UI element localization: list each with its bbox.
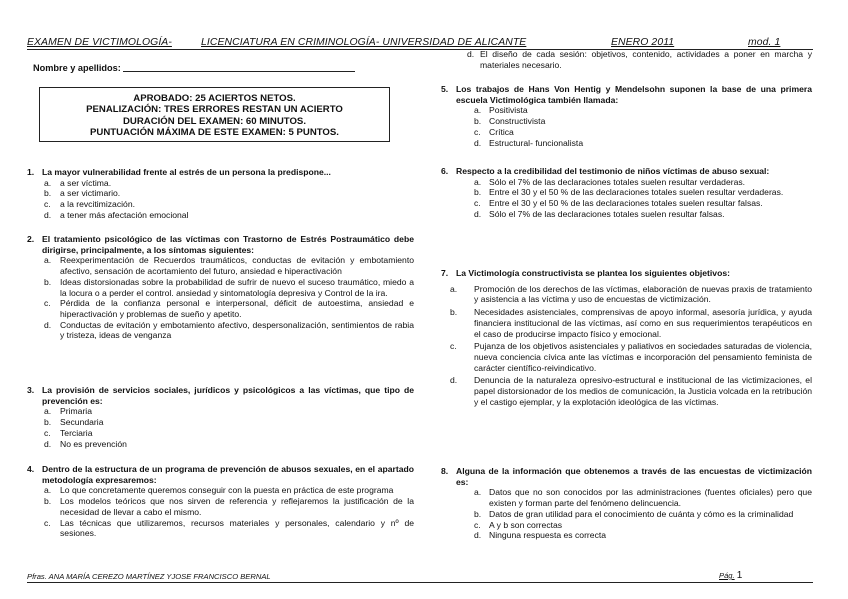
question-number: 1. <box>27 167 35 177</box>
option-letter: b. <box>450 307 458 318</box>
option[interactable] <box>27 485 414 496</box>
option-text: Conductas de evitación y embotamiento afectivo, despersonalización, sentimientos de rabia y tristeza, ideas de venganza <box>60 319 414 341</box>
option[interactable] <box>27 428 414 439</box>
option-text: a la revcitimización. <box>60 199 135 210</box>
option[interactable] <box>441 138 812 149</box>
question-number: 7. <box>441 268 449 278</box>
question-title: La mayor vulnerabilidad frente al estrés de un persona la predispone... <box>42 167 331 177</box>
option[interactable] <box>27 210 414 221</box>
rule-line: PENALIZACIÓN: TRES ERRORES RESTAN UN ACIERTO <box>86 104 343 116</box>
option[interactable] <box>27 406 414 417</box>
question-title: Los trabajos de Hans Von Hentig y Mendelsohn suponen la base de una primera escuela Victimológica también llamada: <box>456 84 812 105</box>
question-3 <box>27 385 414 449</box>
option-text: Lo que concretamente queremos conseguir con la puesta en práctica de este programa <box>60 485 394 496</box>
option-text: Datos que no son conocidos por las administraciones (fuentes oficiales) pero que existen y forman parte del fenómeno delincuencia. <box>489 487 812 509</box>
carryover-option <box>467 49 812 70</box>
name-line <box>123 71 355 72</box>
option-letter: a. <box>474 487 482 498</box>
question-number: 4. <box>27 464 35 474</box>
exam-date: ENERO 2011 <box>611 37 675 48</box>
option[interactable] <box>441 375 812 407</box>
option-letter: a. <box>474 176 482 187</box>
exam-rules-box <box>39 87 390 142</box>
question-7 <box>441 268 812 409</box>
professors-credit: Pfras. ANA MARÍA CEREZO MARTÍNEZ YJOSE FRANCISCO BERNAL <box>27 572 271 581</box>
option-text: Secundaria <box>60 417 104 428</box>
option[interactable] <box>441 520 812 531</box>
rule-line: DURACIÓN DEL EXAMEN: 60 MINUTOS. <box>122 115 306 127</box>
option-letter: b. <box>44 496 52 507</box>
question-2 <box>27 234 414 341</box>
question-number: 5. <box>441 84 449 94</box>
option[interactable] <box>27 439 414 450</box>
option-text: Entre el 30 y el 50 % de las declaraciones totales suelen resultar verdaderas. <box>489 187 784 198</box>
option-letter: a. <box>44 485 52 496</box>
option-text: Las técnicas que utilizaremos, recursos materiales y personales, calendario y nº de sesiones. <box>60 517 414 539</box>
question-title: Dentro de la estructura de un programa de prevención de abusos sexuales, en el apartado metodología expresaremos: <box>42 464 414 485</box>
option-text: A y b son correctas <box>489 519 563 530</box>
option-text: Reexperimentación de Recuerdos traumáticos, conductas de evitación y embotamiento afectivo, sensación de acortamiento del futuro, ansiedad e hiperactivación <box>60 255 414 277</box>
option[interactable] <box>441 487 812 508</box>
option[interactable] <box>27 255 414 276</box>
option-letter: b. <box>44 417 52 428</box>
option-text: a ser victimario. <box>60 188 121 199</box>
option[interactable] <box>441 341 812 373</box>
rule-line: PUNTUACIÓN MÁXIMA DE ESTE EXAMEN: 5 PUNTOS. <box>90 126 339 138</box>
option-text: Datos de gran utilidad para el conocimiento de cuánta y cómo es la criminalidad <box>489 508 794 519</box>
option-text: Primaria <box>60 406 92 417</box>
option[interactable] <box>27 298 414 319</box>
option[interactable] <box>27 518 414 539</box>
option[interactable] <box>27 496 414 517</box>
option-letter: b. <box>474 116 482 127</box>
degree-title: LICENCIATURA EN CRIMINOLOGÍA- UNIVERSIDAD DE ALICANTE <box>201 37 527 48</box>
option-text: Pujanza de los objetivos asistenciales y paliativos en sociedades saturadas de violencia, nueva conciencia cívica ante las víctimas e incorporación del pensamiento feminista de carácter científico-reivindicativo. <box>474 341 812 373</box>
option[interactable] <box>441 187 812 198</box>
option-letter: a. <box>44 406 52 417</box>
option-letter: b. <box>44 188 52 199</box>
option[interactable] <box>27 178 414 189</box>
option-letter: c. <box>44 298 51 309</box>
page-footer <box>27 570 813 583</box>
option-letter: d. <box>474 137 482 148</box>
question-number: 8. <box>441 466 449 476</box>
option-letter: a. <box>450 283 458 294</box>
option-text: Terciaria <box>60 427 93 438</box>
option-letter: c. <box>474 519 481 530</box>
exam-title: EXAMEN DE VICTIMOLOGÍA- <box>27 37 172 48</box>
option-text: Ninguna respuesta es correcta <box>489 530 607 541</box>
option-text: Pérdida de la confianza personal e interpersonal, déficit de autoestima, ansiedad e hiperactivación y problemas de sueño y apetito. <box>60 298 414 319</box>
option-text: Ideas distorsionadas sobre la probabilidad de sufrir de nuevo el suceso traumático, miedo a la locura o a perder el control. ansiedad y sintomatología depresiva y Control de la ira. <box>60 276 414 298</box>
rule-line: APROBADO: 25 ACIERTOS NETOS. <box>133 93 296 104</box>
option[interactable] <box>27 199 414 210</box>
option-text: Sólo el 7% de las declaraciones totales suelen resultar verdaderas. <box>489 176 746 187</box>
question-1 <box>27 167 414 221</box>
option-letter: d. <box>474 208 482 219</box>
option-text: Denuncia de la naturaleza opresivo-estructural e institucional de las victimizaciones, el papel distorsionador de los medios de comunicación, la Justicia volcada en la retribución y el castigo ejemplar, y la explotación ideológica de las víctimas. <box>474 375 812 407</box>
option-text: El diseño de cada sesión: objetivos, contenido, actividades a poner en marcha y materiales necesario. <box>480 49 812 70</box>
option[interactable] <box>441 177 812 188</box>
option[interactable] <box>441 284 812 305</box>
option-text: Los modelos teóricos que nos sirven de referencia y reflejaremos la justificación de la necesidad de llevar a cabo el mismo. <box>60 496 414 517</box>
option-letter: d. <box>450 375 458 386</box>
option-letter: d. <box>44 438 52 449</box>
option-letter: d. <box>44 209 52 220</box>
exam-model: mod. 1 <box>748 37 781 48</box>
option-text: Estructural- funcionalista <box>489 137 584 148</box>
option-text: Promoción de los derechos de las víctimas, elaboración de nuevas praxis de tratamiento y asistencia a las víctima y uso de encuestas de victimización. <box>474 283 812 305</box>
option[interactable] <box>441 116 812 127</box>
option-letter: d. <box>474 530 482 541</box>
option-text: Sólo el 7% de las declaraciones totales suelen resultar falsas. <box>489 208 725 219</box>
option-letter: c. <box>450 341 457 352</box>
option[interactable] <box>27 277 414 298</box>
option[interactable] <box>441 198 812 209</box>
option-text: No es prevención <box>60 438 127 449</box>
option[interactable] <box>27 188 414 199</box>
option-text: a ser víctima. <box>60 177 112 188</box>
option[interactable] <box>441 105 812 116</box>
question-number: 2. <box>27 234 35 244</box>
question-number: 6. <box>441 166 449 176</box>
option-letter: c. <box>44 517 51 528</box>
option[interactable] <box>441 307 812 339</box>
option-letter: d. <box>44 319 52 330</box>
option-text: a tener más afectación emocional <box>60 209 189 220</box>
option-letter: c. <box>44 427 51 438</box>
page-label: Pág. <box>719 571 735 580</box>
question-title: El tratamiento psicológico de las víctimas con Trastorno de Estrés Postraumático debe dirigirse, principalmente, a los síntomas siguientes: <box>42 234 414 255</box>
option-text: Constructivista <box>489 116 546 127</box>
question-8 <box>441 466 812 541</box>
option[interactable] <box>441 127 812 138</box>
option-text: Entre el 30 y el 50 % de las declaraciones totales suelen resultar falsas. <box>489 198 763 209</box>
option-letter: b. <box>474 187 482 198</box>
option-letter: a. <box>44 255 52 266</box>
option[interactable] <box>27 417 414 428</box>
option[interactable] <box>441 509 812 520</box>
page-num-value: 1 <box>736 570 743 581</box>
option[interactable] <box>27 320 414 341</box>
option[interactable] <box>441 209 812 220</box>
option-letter: c. <box>474 126 481 137</box>
name-field[interactable] <box>33 63 355 73</box>
option-text: Positivista <box>489 105 528 116</box>
option-letter: d. <box>467 49 475 59</box>
question-4 <box>27 464 414 539</box>
name-label: Nombre y apellidos: <box>33 63 121 73</box>
option-letter: b. <box>44 276 52 287</box>
option-text: Crítica <box>489 126 514 137</box>
question-title: Respecto a la credibilidad del testimonio de niños víctimas de abuso sexual: <box>456 166 770 176</box>
question-6 <box>441 166 812 220</box>
option-letter: a. <box>474 105 482 116</box>
option-letter: b. <box>474 508 482 519</box>
option-letter: c. <box>44 199 51 210</box>
question-number: 3. <box>27 385 35 395</box>
option-letter: c. <box>474 198 481 209</box>
question-title: Alguna de la información que obtenemos a través de las encuestas de victimización es: <box>456 466 812 487</box>
option-letter: a. <box>44 177 52 188</box>
question-5 <box>441 84 812 148</box>
option[interactable] <box>441 530 812 541</box>
page-number <box>719 570 742 582</box>
question-title: La Victimología constructivista se plantea los siguientes objetivos: <box>456 268 730 278</box>
option-text: Necesidades asistenciales, comprensivas de apoyo informal, asesoría jurídica, y ayuda financiera institucional de las víctimas, así como en sus requerimientos terapéuticos en el caso de producirse impacto físico y emocional. <box>474 307 812 339</box>
question-title: La provisión de servicios sociales, jurídicos y psicológicos a las víctimas, que tipo de prevención es: <box>42 385 414 406</box>
